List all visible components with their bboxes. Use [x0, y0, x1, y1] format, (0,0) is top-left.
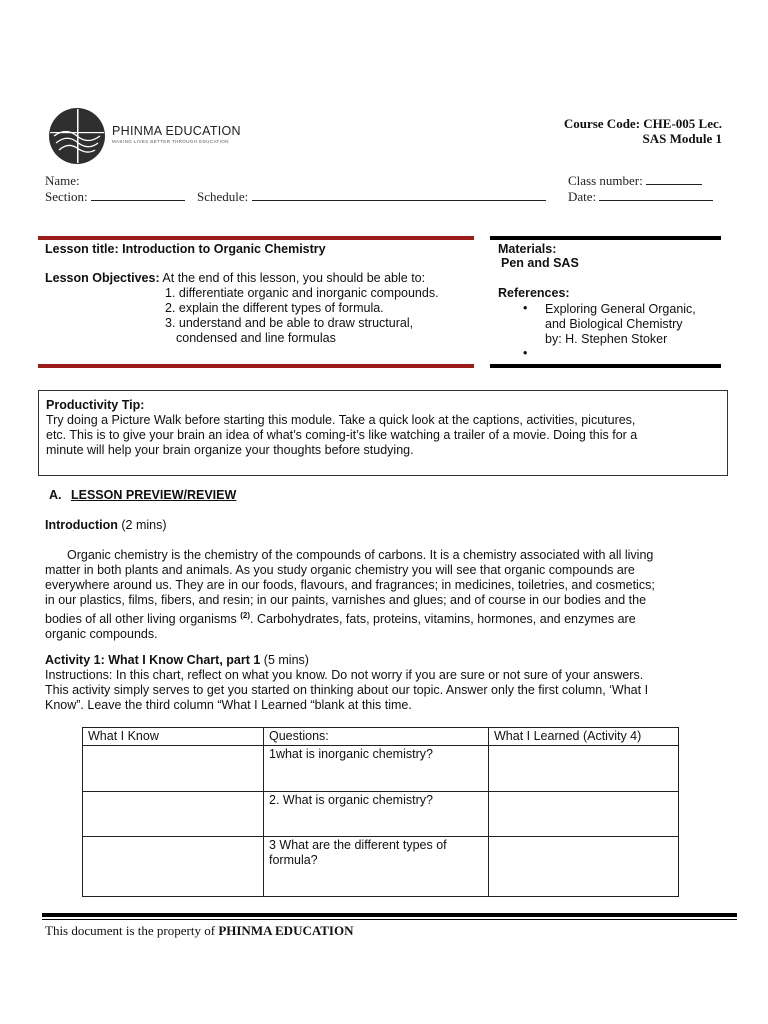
lesson-bottom-bar [38, 364, 474, 368]
section-label: Section: [45, 189, 88, 204]
what-i-know-chart [82, 727, 679, 897]
lesson-top-bar [38, 236, 474, 240]
lesson-title-label: Lesson title: [45, 242, 119, 256]
brand-tagline: MAKING LIVES BETTER THROUGH EDUCATION [112, 139, 229, 144]
class-number-blank[interactable] [646, 173, 702, 185]
schedule-blank[interactable] [252, 189, 546, 201]
activity-1-heading [45, 653, 309, 667]
schedule-field[interactable] [197, 189, 546, 205]
introduction-label: Introduction [45, 518, 118, 532]
reference-line-3: by: H. Stephen Stoker [545, 332, 668, 346]
column-header-questions: Questions: [264, 728, 489, 746]
class-number-field[interactable] [568, 173, 702, 189]
table-row [83, 837, 679, 897]
reference-bullet-icon: • [523, 301, 528, 315]
materials-top-bar [490, 236, 721, 240]
phinma-logo-icon [48, 107, 106, 165]
table-row [83, 746, 679, 792]
intro-line-1: Organic chemistry is the chemistry of the compounds of carbons. It is a chemistry associated with all living [67, 548, 654, 562]
tip-line-3: minute will help your brain organize your thoughts before studying. [46, 443, 414, 457]
introduction-heading [45, 518, 167, 532]
reference-line-2: and Biological Chemistry [545, 317, 683, 331]
activity-1-time: (5 mins) [263, 653, 309, 667]
name-field[interactable] [45, 173, 80, 189]
learned-cell[interactable] [489, 746, 679, 792]
objectives-intro: At the end of this lesson, you should be able to: [162, 271, 426, 285]
lesson-title [45, 242, 326, 257]
lesson-title-text: Introduction to Organic Chemistry [122, 242, 326, 256]
column-header-what-i-learned: What I Learned (Activity 4) [489, 728, 679, 746]
module-label: SAS Module 1 [642, 131, 722, 146]
section-blank[interactable] [91, 189, 185, 201]
tip-line-1: Try doing a Picture Walk before starting this module. Take a quick look at the captions, activities, picutures, [46, 413, 636, 427]
objective-1: 1. differentiate organic and inorganic compounds. [165, 286, 439, 300]
lesson-objectives [45, 271, 425, 286]
intro-line-5b: . Carbohydrates, fats, proteins, vitamins, hormones, and enzymes are [250, 612, 636, 627]
name-label: Name: [45, 173, 80, 188]
reference-line-1: Exploring General Organic, [545, 302, 696, 316]
introduction-time: (2 mins) [121, 518, 167, 532]
objective-3: 3. understand and be able to draw structural, [165, 316, 414, 330]
introduction-paragraph [45, 548, 723, 642]
section-field[interactable] [45, 189, 185, 205]
question-cell: 1what is inorganic chemistry? [264, 746, 489, 792]
tip-label: Productivity Tip: [46, 398, 145, 412]
date-label: Date: [568, 189, 597, 204]
learned-cell[interactable] [489, 837, 679, 897]
section-a-heading [49, 488, 236, 502]
objective-2: 2. explain the different types of formula. [165, 301, 384, 315]
materials-text: Pen and SAS [501, 256, 579, 270]
activity-1-instructions [45, 668, 735, 713]
instructions-line-3: Know”. Leave the third column “What I Learned “blank at this time. [45, 698, 412, 712]
schedule-label: Schedule: [197, 189, 249, 204]
activity-1-label: Activity 1: What I Know Chart, part 1 [45, 653, 261, 667]
intro-line-2: matter in both plants and animals. As you study organic chemistry you will see that organic compounds are [45, 563, 635, 577]
materials-label: Materials: [498, 242, 557, 256]
intro-line-5a: bodies of all other living organisms [45, 612, 237, 627]
answer-cell[interactable] [83, 746, 264, 792]
objectives-label: Lesson Objectives: [45, 271, 160, 285]
question-cell: 3 What are the different types of formula? [264, 837, 489, 897]
date-blank[interactable] [599, 189, 713, 201]
intro-line-3: everywhere around us. They are in our foods, flavours, and fragrances; in medicines, toiletries, and cosmetics; [45, 578, 655, 592]
footer-thin-rule [42, 919, 737, 920]
materials-bottom-bar [490, 364, 721, 368]
instructions-line-1: Instructions: In this chart, reflect on what you know. Do not worry if you are sure or not sure of your answers. [45, 668, 644, 682]
footer-thick-rule [42, 913, 737, 917]
table-row [83, 792, 679, 837]
intro-line-5 [45, 608, 723, 627]
footer-text [45, 923, 354, 939]
instructions-line-2: This activity simply serves to get you started on thinking about our topic. Answer only the first column, ‘What I [45, 683, 649, 697]
intro-line-4: in our plastics, films, fibers, and resin; in our paints, varnishes and glues; and of course in our bodies and the [45, 593, 647, 607]
answer-cell[interactable] [83, 792, 264, 837]
intro-line-6: organic compounds. [45, 627, 158, 642]
date-field[interactable] [568, 189, 713, 205]
class-number-label: Class number: [568, 173, 643, 188]
references-label: References: [498, 286, 570, 300]
productivity-tip-box [38, 390, 728, 476]
section-a-letter: A. [49, 488, 62, 502]
course-code: Course Code: CHE-005 Lec. [563, 116, 722, 131]
tip-line-2: etc. This is to give your brain an idea of what’s coming-it’s like watching a trailer of a movie. Doing this for a [46, 428, 638, 442]
column-header-what-i-know: What I Know [83, 728, 264, 746]
brand-name: PHINMA EDUCATION [112, 124, 241, 138]
footer-owner: PHINMA EDUCATION [218, 923, 354, 938]
table-header-row [83, 728, 679, 746]
course-info [564, 116, 722, 146]
question-cell: 2. What is organic chemistry? [264, 792, 489, 837]
learned-cell[interactable] [489, 792, 679, 837]
objective-3-cont: condensed and line formulas [176, 331, 336, 345]
answer-cell[interactable] [83, 837, 264, 897]
footer-prefix: This document is the property of [45, 923, 216, 938]
section-a-title: LESSON PREVIEW/REVIEW [70, 488, 237, 502]
empty-bullet-icon: • [523, 346, 528, 360]
citation: (2) [240, 611, 251, 620]
